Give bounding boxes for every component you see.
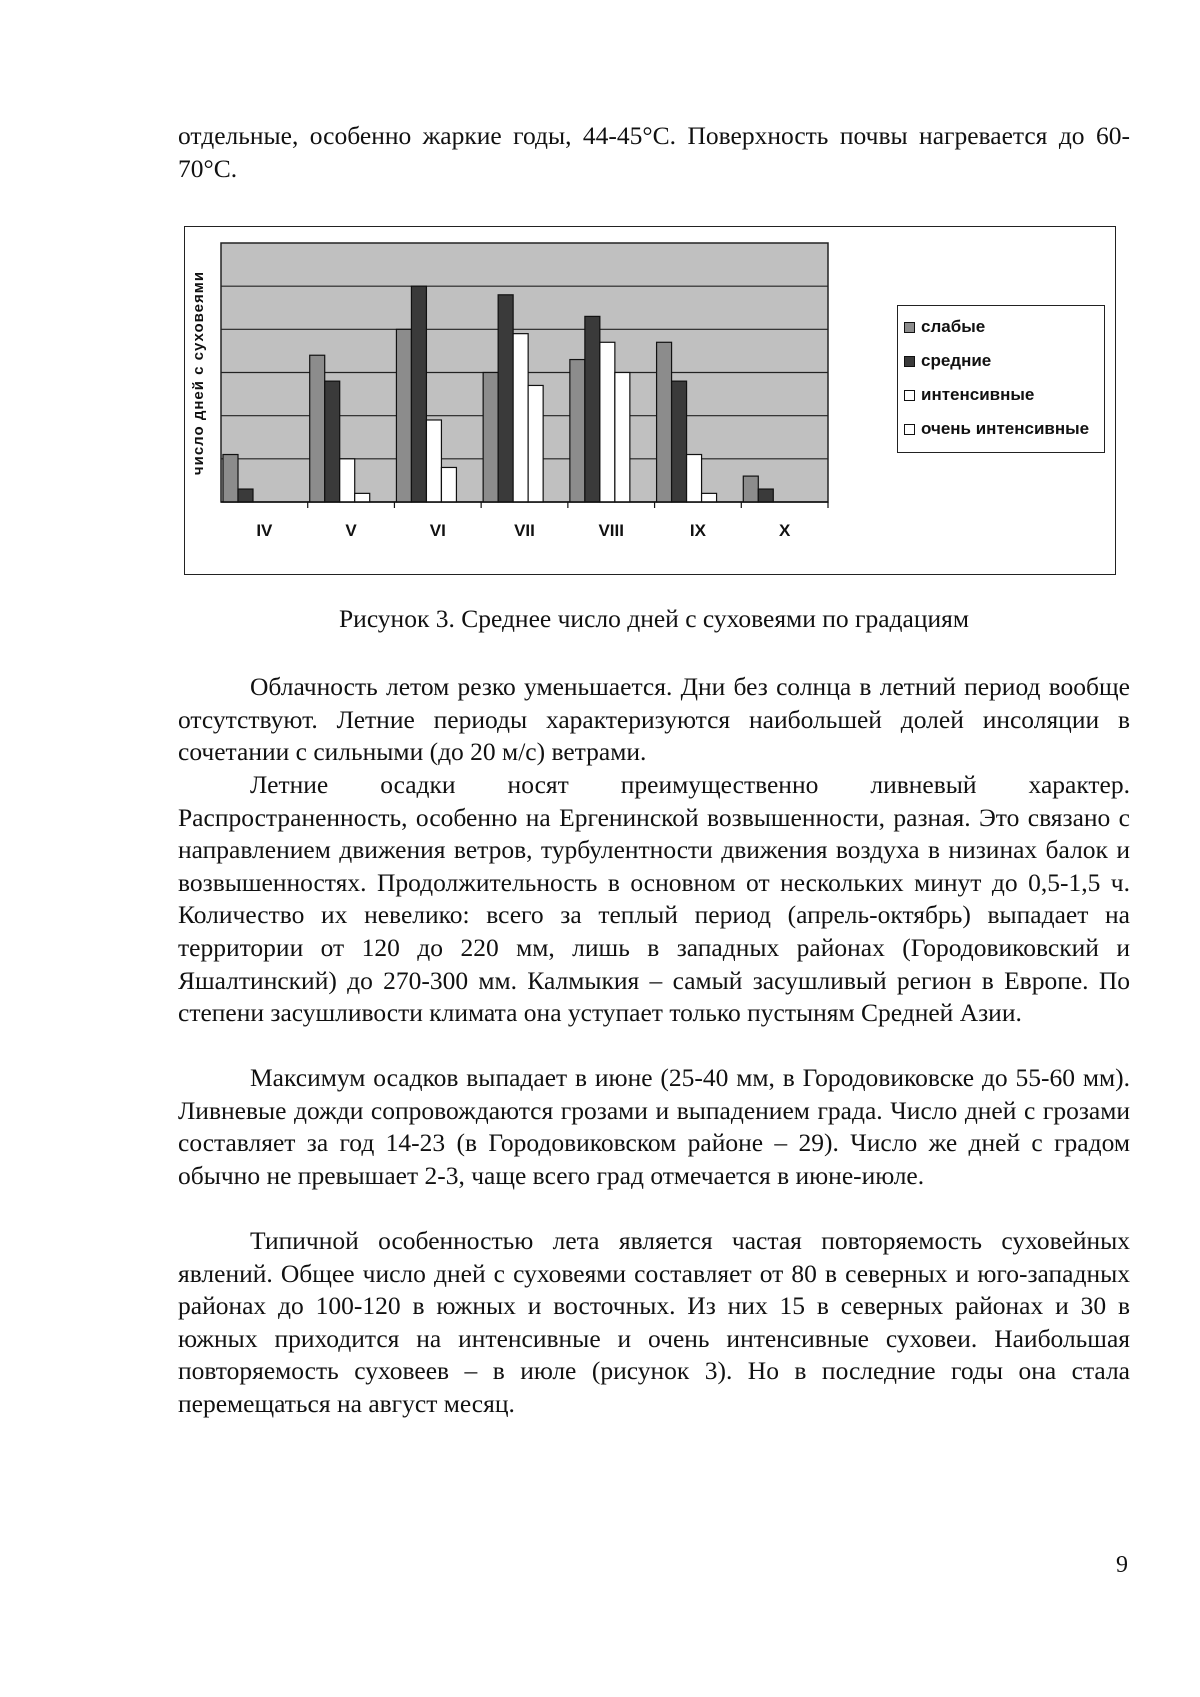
bar-ix-intensive (687, 455, 702, 502)
legend-label-medium: средние (921, 351, 992, 370)
x-tick-label-iv: IV (256, 521, 273, 540)
bar-x-medium (758, 489, 773, 502)
figure-chart (184, 226, 1116, 575)
paragraph-intro: отдельные, особенно жаркие годы, 44-45°С. Поверхность почвы нагревается до 60-70°С. (178, 121, 1130, 183)
legend-swatch-medium (904, 356, 915, 367)
bar-iv-weak (223, 455, 238, 502)
figure-caption: Рисунок 3. Среднее число дней с суховеями по градациям (339, 604, 969, 633)
legend-item-intensive (904, 384, 1034, 406)
bar-vii-very-intensive (528, 385, 543, 502)
x-tick-label-x: X (778, 521, 791, 540)
bar-iv-medium (238, 489, 253, 502)
y-axis-label: число дней с суховеями (190, 270, 207, 476)
legend-item-very-intensive (904, 418, 1089, 440)
paragraph-cloudiness: Облачность летом резко уменьшается. Дни без солнца в летний период вообще отсутствуют. Летние периоды характеризуются наибольшей долей инсоляции в сочетании с сильными (до 20 м/с) ветрами. (178, 672, 1130, 767)
legend-item-weak (904, 316, 985, 338)
legend-label-weak: слабые (921, 317, 986, 336)
paragraph-rain-maximum: Максимум осадков выпадает в июне (25-40 мм, в Городовиковске до 55-60 мм). Ливневые дожди сопровождаются грозами и выпадением града. Число дней с грозами составляет за год 14-23 (в Городовиковском районе – 29). Число же дней с градом обычно не превышает 2-3, чаще всего град отмечается в июне-июле. (178, 1063, 1130, 1190)
x-tick-labels (256, 502, 828, 540)
bar-ix-medium (672, 381, 687, 502)
bar-vi-medium (411, 286, 426, 502)
x-tick-label-viii: VIII (598, 521, 624, 540)
bar-v-medium (325, 381, 340, 502)
bar-viii-medium (585, 316, 600, 502)
bar-v-very-intensive (355, 493, 370, 502)
bar-viii-very-intensive (615, 373, 630, 503)
page-number: 9 (1116, 1552, 1128, 1578)
bar-ix-weak (657, 342, 672, 502)
chart-legend (897, 305, 1105, 453)
x-tick-label-vii: VII (514, 521, 535, 540)
bar-vi-weak (396, 329, 411, 502)
paragraph-precipitation: Летние осадки носят преимущественно ливневый характер. Распространенность, особенно на Ергенинской возвышенности, разная. Это связано с направлением движения ветров, турбулентности движения воздуха в низинах балок и возвышенностях. Продолжительность в основном от нескольких минут до 0,5-1,5 ч. Количество их невелико: всего за теплый период (апрель-октябрь) выпадает на территории от 120 до 220 мм, лишь в западных районах (Городовиковский и Яшалтинский) до 270-300 мм. Калмыкия – самый засушливый регион в Европе. По степени засушливости климата она уступает только пустыням Средней Азии. (178, 770, 1130, 1028)
bar-vi-intensive (426, 420, 441, 502)
bar-vii-medium (498, 295, 513, 502)
bar-x-weak (743, 476, 758, 502)
x-tick-label-v: V (345, 521, 357, 540)
bar-viii-weak (570, 360, 585, 502)
bar-v-weak (310, 355, 325, 502)
bar-v-intensive (340, 459, 355, 502)
legend-label-very-intensive: очень интенсивные (921, 419, 1090, 438)
paragraph-dry-winds: Типичной особенностью лета является частая повторяемость суховейных явлений. Общее число дней с суховеями составляет от 80 в северных и юго-западных районах до 100-120 в южных и восточных. Из них 15 в северных районах и 30 в южных приходится на интенсивные и очень интенсивные суховеи. Наибольшая повторяемость суховеев – в июле (рисунок 3). Но в последние годы она стала перемещаться на август месяц. (178, 1226, 1130, 1418)
legend-item-medium (904, 350, 991, 372)
bar-vii-intensive (513, 334, 528, 502)
legend-swatch-very-intensive (904, 424, 915, 435)
legend-label-intensive: интенсивные (921, 385, 1035, 404)
legend-swatch-intensive (904, 390, 915, 401)
bar-vi-very-intensive (441, 467, 456, 502)
x-tick-label-ix: IX (689, 521, 706, 540)
x-tick-label-vi: VI (429, 521, 446, 540)
legend-swatch-weak (904, 322, 915, 333)
bar-vii-weak (483, 373, 498, 503)
bar-ix-very-intensive (702, 493, 717, 502)
bar-viii-intensive (600, 342, 615, 502)
